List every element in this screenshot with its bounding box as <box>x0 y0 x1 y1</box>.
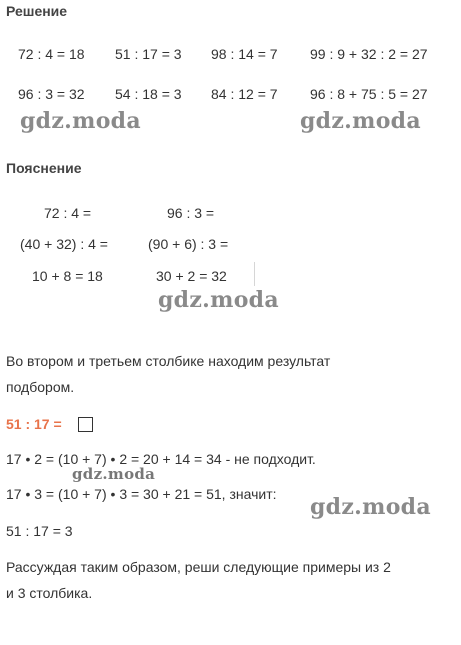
explanation-right-line2: (90 + 6) : 3 = <box>148 236 229 252</box>
explanation-right-line1: 96 : 3 = <box>167 205 215 221</box>
watermark-logo: gdz.moda <box>300 108 421 134</box>
example-step: 17 • 2 = (10 + 7) • 2 = 20 + 14 = 34 - не подходит. <box>6 451 316 467</box>
answer-box <box>78 417 93 432</box>
solution-heading: Решение <box>6 3 68 19</box>
solution-row2-col3: 84 : 12 = 7 <box>211 86 278 102</box>
explanation-heading: Пояснение <box>6 160 82 176</box>
paragraph-line: Во втором и третьем столбике находим результат <box>6 353 331 369</box>
solution-row1-col3: 98 : 14 = 7 <box>211 46 278 62</box>
explanation-left-line2: (40 + 32) : 4 = <box>20 236 108 252</box>
example-step: 17 • 3 = (10 + 7) • 3 = 30 + 21 = 51, значит: <box>6 486 277 502</box>
watermark-logo: gdz.moda <box>310 494 431 520</box>
watermark-logo: gdz.moda <box>158 287 279 313</box>
explanation-left-line1: 72 : 4 = <box>44 205 92 221</box>
watermark-logo: gdz.moda <box>20 108 141 134</box>
paragraph-line: подбором. <box>6 379 75 395</box>
example-expression: 51 : 17 = <box>6 416 62 432</box>
divider <box>254 262 255 286</box>
solution-row1-col4: 99 : 9 + 32 : 2 = 27 <box>310 46 428 62</box>
example-result: 51 : 17 = 3 <box>6 523 73 539</box>
solution-row2-col2: 54 : 18 = 3 <box>115 86 182 102</box>
solution-row2-col1: 96 : 3 = 32 <box>18 86 85 102</box>
solution-row2-col4: 96 : 8 + 75 : 5 = 27 <box>310 86 428 102</box>
solution-row1-col1: 72 : 4 = 18 <box>18 46 85 62</box>
watermark-logo: gdz.moda <box>72 465 156 483</box>
explanation-right-line3: 30 + 2 = 32 <box>156 268 227 284</box>
solution-row1-col2: 51 : 17 = 3 <box>115 46 182 62</box>
paragraph-line: Рассуждая таким образом, реши следующие примеры из 2 <box>6 559 391 575</box>
paragraph-line: и 3 столбика. <box>6 585 93 601</box>
explanation-left-line3: 10 + 8 = 18 <box>32 268 103 284</box>
